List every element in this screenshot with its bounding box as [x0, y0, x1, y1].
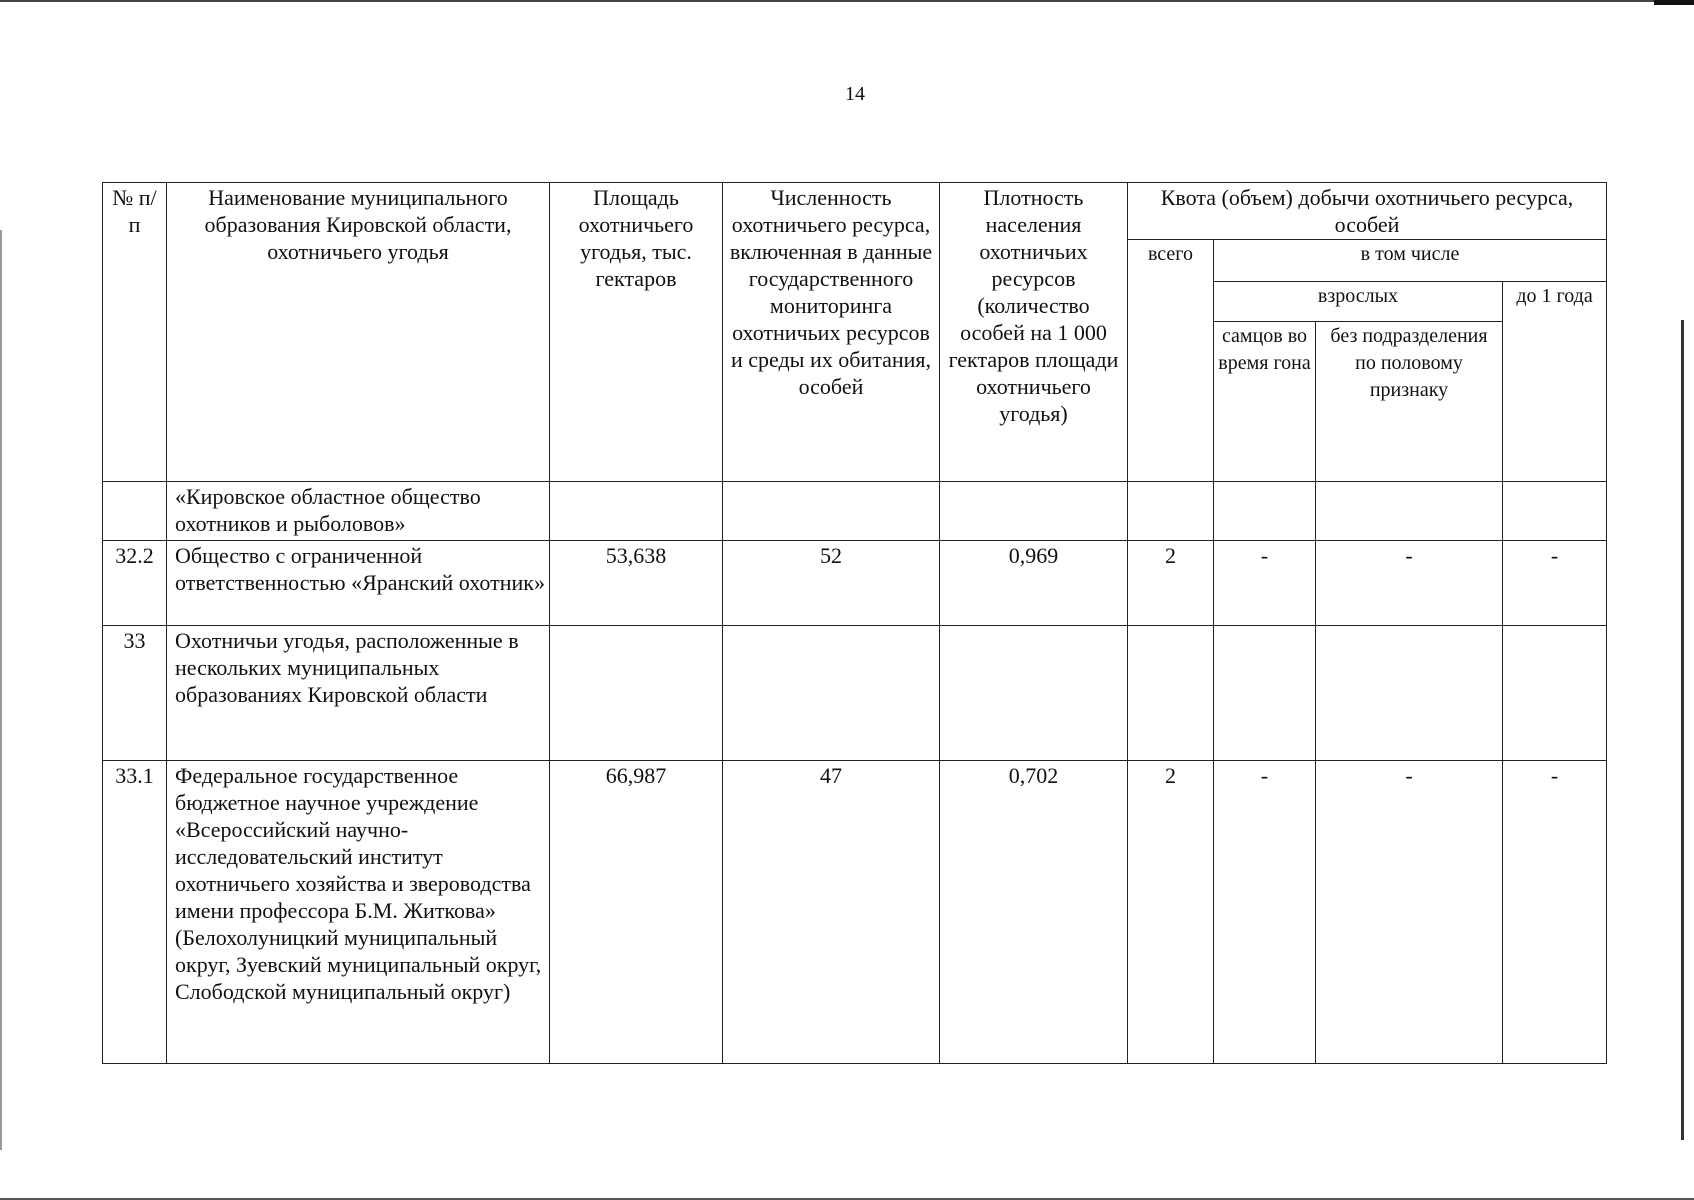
cell-count: 47	[723, 761, 940, 1064]
header-including: в том числе	[1214, 240, 1607, 282]
cell-area: 53,638	[550, 541, 723, 626]
table-row	[103, 761, 1607, 1064]
header-count: Численность охотничьего ресурса, включенная в данные государственного мониторинга охотничьих ресурсов и среды их обитания, особей	[723, 183, 940, 482]
header-name: Наименование муниципального образования Кировской области, охотничьего угодья	[167, 183, 550, 482]
header-area: Площадь охотничьего угодья, тыс. гектаров	[550, 183, 723, 482]
header-males-rut: самцов во время гона	[1214, 322, 1316, 482]
table-row	[103, 626, 1607, 761]
header-num: № п/п	[103, 183, 167, 482]
cell-total: 2	[1128, 761, 1214, 1064]
header-under-one: до 1 года	[1503, 282, 1607, 482]
cell-males	[1214, 626, 1316, 761]
cell-density: 0,702	[940, 761, 1128, 1064]
cell-count	[723, 482, 940, 541]
cell-males: -	[1214, 541, 1316, 626]
cell-nosex	[1316, 482, 1503, 541]
cell-area: 66,987	[550, 761, 723, 1064]
cell-total: 2	[1128, 541, 1214, 626]
header-total: всего	[1128, 240, 1214, 482]
cell-name: Общество с ограниченной ответственностью «Яранский охотник»	[167, 541, 550, 626]
cell-males	[1214, 482, 1316, 541]
cell-num: 33	[103, 626, 167, 761]
cell-density: 0,969	[940, 541, 1128, 626]
cell-density	[940, 482, 1128, 541]
cell-num: 32.2	[103, 541, 167, 626]
cell-nosex: -	[1316, 761, 1503, 1064]
cell-name: Федеральное государственное бюджетное научное учреждение «Всероссийский научно-исследовательский институт охотничьего хозяйства и звероводства имени профессора Б.М. Житкова» (Белохолуницкий муниципальный округ, Зуевский муниципальный округ, Слободской муниципальный округ)	[167, 761, 550, 1064]
header-quota: Квота (объем) добычи охотничьего ресурса, особей	[1128, 183, 1607, 240]
cell-name: Охотничьи угодья, расположенные в нескольких муниципальных образованиях Кировской области	[167, 626, 550, 761]
cell-area	[550, 626, 723, 761]
scan-corner-mark	[1654, 0, 1694, 5]
scan-left-edge	[0, 230, 2, 1150]
cell-males: -	[1214, 761, 1316, 1064]
table-row	[103, 541, 1607, 626]
cell-density	[940, 626, 1128, 761]
scan-top-border	[0, 0, 1694, 2]
cell-nosex: -	[1316, 541, 1503, 626]
table-row	[103, 482, 1607, 541]
header-no-sex: без подразделения по половому признаку	[1316, 322, 1503, 482]
cell-area	[550, 482, 723, 541]
header-adults: взрослых	[1214, 282, 1503, 322]
cell-name: «Кировское областное общество охотников и рыболовов»	[167, 482, 550, 541]
scan-right-edge	[1681, 320, 1684, 1140]
cell-total	[1128, 482, 1214, 541]
cell-young: -	[1503, 761, 1607, 1064]
cell-count	[723, 626, 940, 761]
cell-young: -	[1503, 541, 1607, 626]
header-density: Плотность населения охотничьих ресурсов (количество особей на 1 000 гектаров площади охотничьего угодья)	[940, 183, 1128, 482]
cell-total	[1128, 626, 1214, 761]
cell-young	[1503, 482, 1607, 541]
cell-num: 33.1	[103, 761, 167, 1064]
cell-nosex	[1316, 626, 1503, 761]
cell-young	[1503, 626, 1607, 761]
cell-count: 52	[723, 541, 940, 626]
hunting-quota-table	[102, 182, 1607, 1064]
cell-num	[103, 482, 167, 541]
page-number: 14	[845, 83, 865, 105]
